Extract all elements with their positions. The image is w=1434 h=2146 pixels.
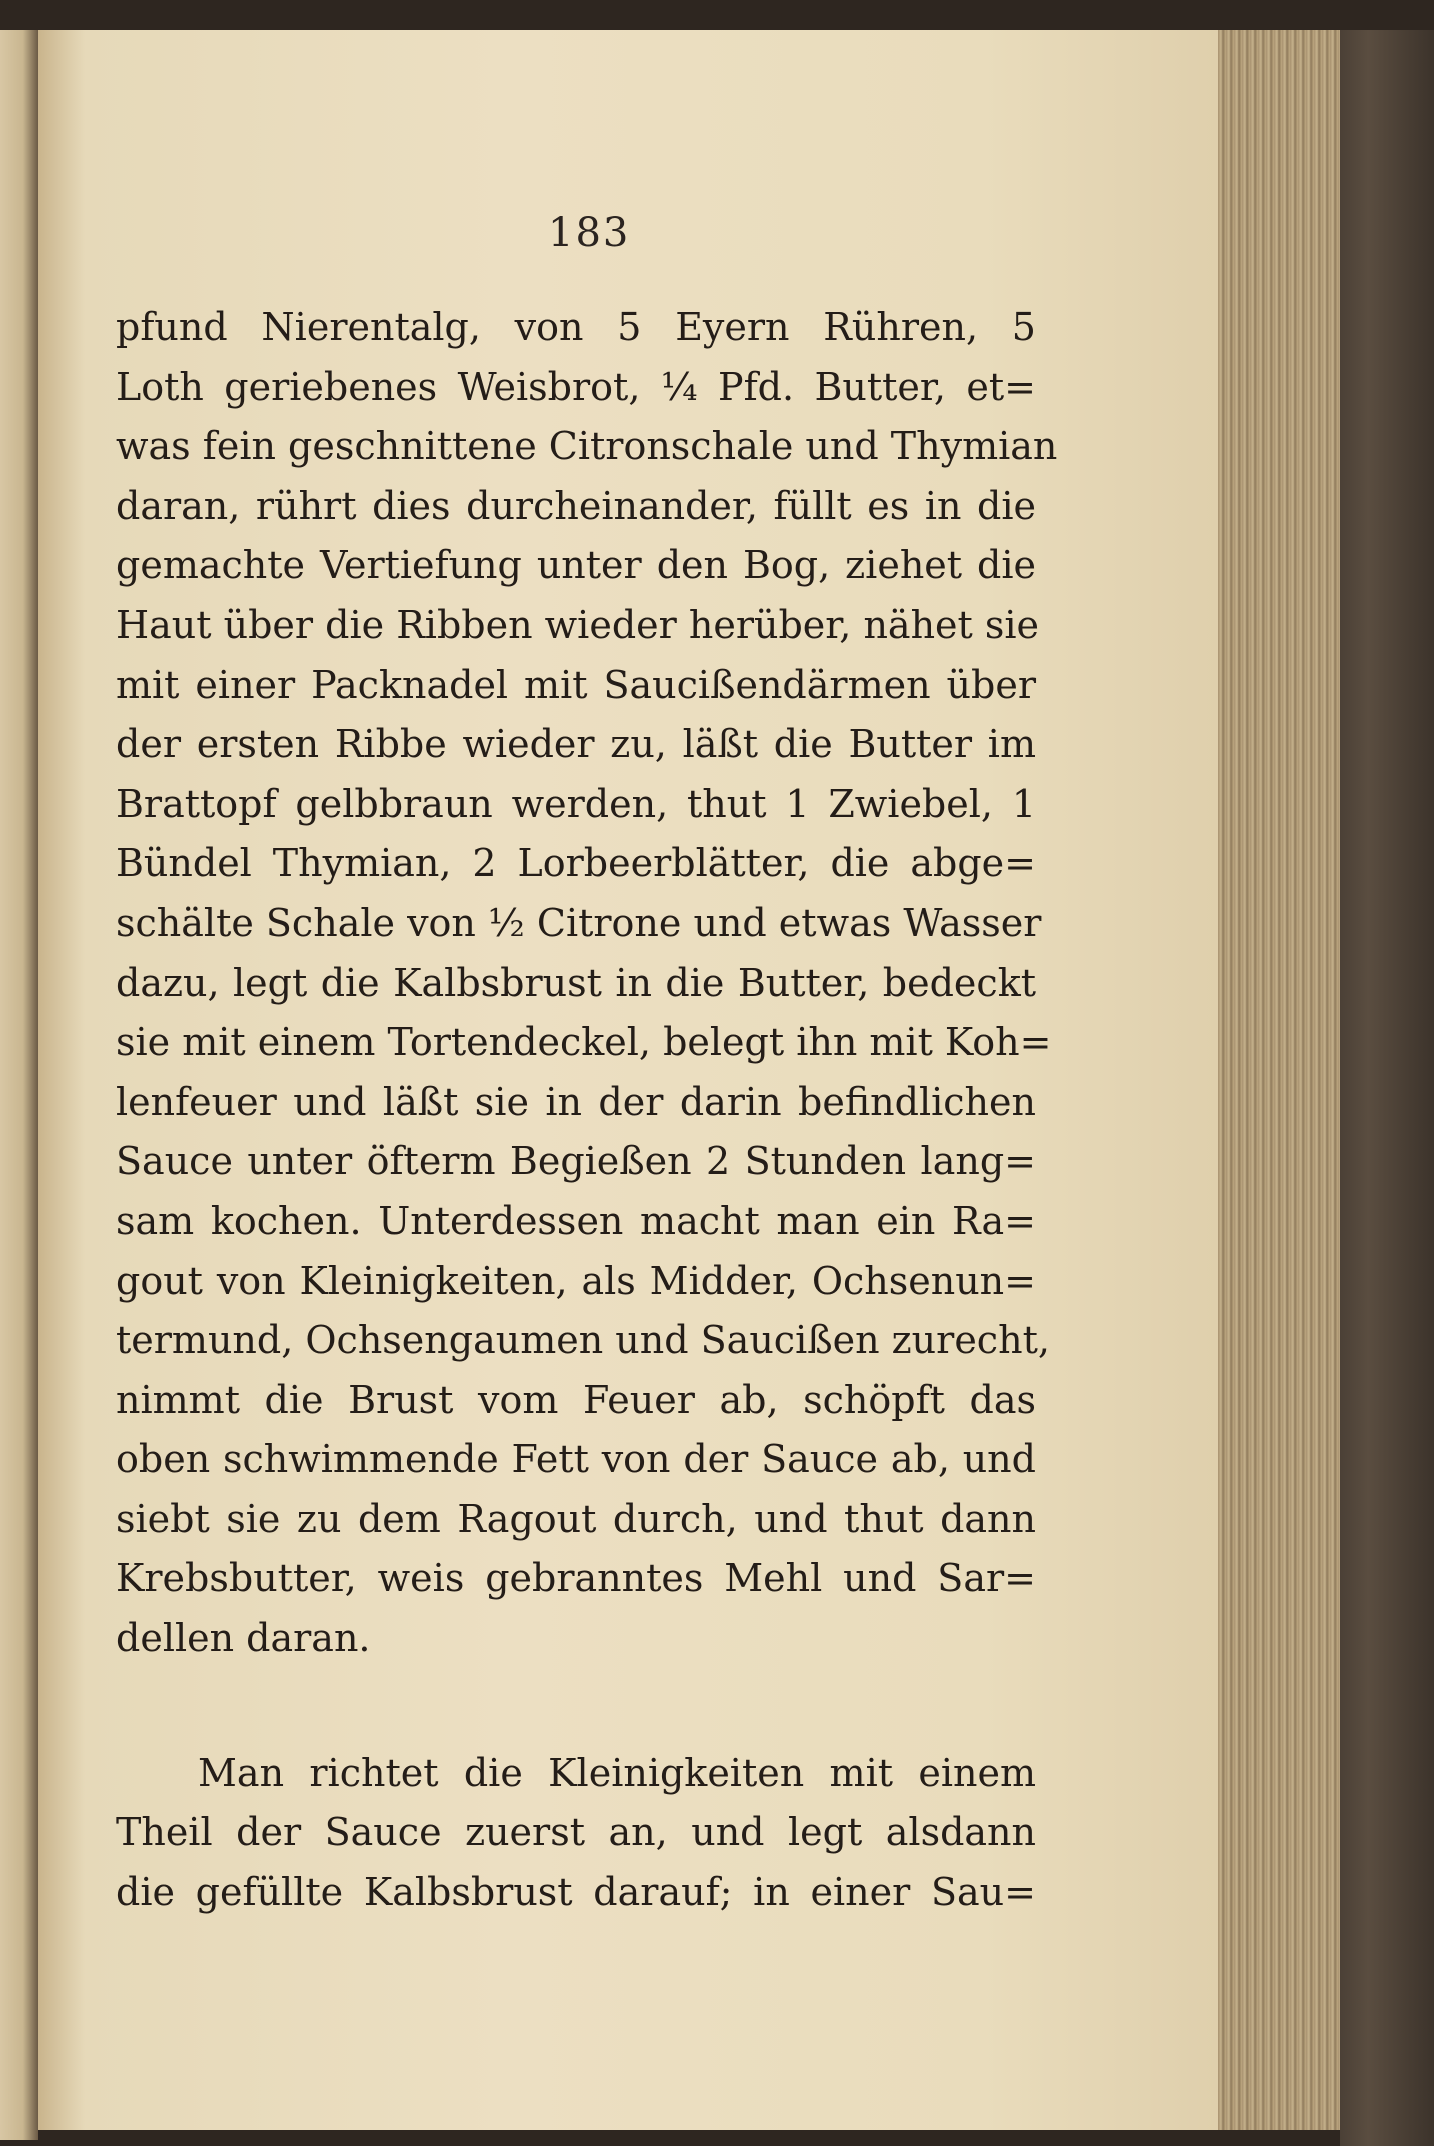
text-line: oben schwimmende Fett von der Sauce ab, und (116, 1437, 1036, 1482)
text-line: Sauce unter öfterm Begießen 2 Stunden lang= (116, 1139, 1036, 1184)
paragraph (116, 298, 1058, 1669)
text-line: Bündel Thymian, 2 Lorbeerblätter, die abge= (116, 841, 1036, 886)
text-line: Krebsbutter, weis gebranntes Mehl und Sar= (116, 1556, 1036, 1601)
text-line: Loth geriebenes Weisbrot, ¼ Pfd. Butter, et= (116, 364, 1036, 409)
paragraph (116, 1744, 1036, 1923)
book-cover (1340, 30, 1434, 2146)
text-line: schälte Schale von ½ Citrone und etwas Wasser (116, 900, 1042, 945)
text-line: siebt sie zu dem Ragout durch, und thut dann (116, 1496, 1036, 1541)
text-line: gout von Kleinigkeiten, als Midder, Ochsenun= (116, 1258, 1036, 1303)
text-line: sam kochen. Unterdessen macht man ein Ra= (116, 1198, 1036, 1243)
text-line: sie mit einem Tortendeckel, belegt ihn mit Koh= (116, 1020, 1052, 1065)
text-line: der ersten Ribbe wieder zu, läßt die Butter im (116, 722, 1036, 767)
text-line: Haut über die Ribben wieder herüber, nähet sie (116, 602, 1040, 647)
text-line: dazu, legt die Kalbsbrust in die Butter, bedeckt (116, 960, 1036, 1005)
text-line: dellen daran. (116, 1616, 371, 1661)
text-line: was fein geschnittene Citronschale und Thymian (116, 424, 1058, 469)
text-line: Man richtet die Kleinigkeiten mit einem (198, 1750, 1036, 1795)
previous-page-edge (0, 30, 38, 2140)
page-number: 183 (548, 210, 631, 256)
text-line: lenfeuer und läßt sie in der darin befindlichen (116, 1079, 1036, 1124)
text-line: mit einer Packnadel mit Saucißendärmen über (116, 662, 1036, 707)
text-line: Brattopf gelbbraun werden, thut 1 Zwiebel, 1 (116, 781, 1036, 826)
text-line: termund, Ochsengaumen und Saucißen zurecht, (116, 1318, 1050, 1363)
text-line: pfund Nierentalg, von 5 Eyern Rühren, 5 (116, 305, 1036, 349)
text-line: gemachte Vertiefung unter den Bog, ziehet die (116, 543, 1036, 588)
text-line: Theil der Sauce zuerst an, und legt alsdann (116, 1810, 1036, 1855)
text-line: die gefüllte Kalbsbrust darauf; in einer Sau= (116, 1869, 1036, 1914)
text-line: nimmt die Brust vom Feuer ab, schöpft das (116, 1377, 1036, 1422)
text-line: daran, rührt dies durcheinander, füllt es in die (116, 483, 1036, 528)
body-text (116, 298, 1058, 1922)
